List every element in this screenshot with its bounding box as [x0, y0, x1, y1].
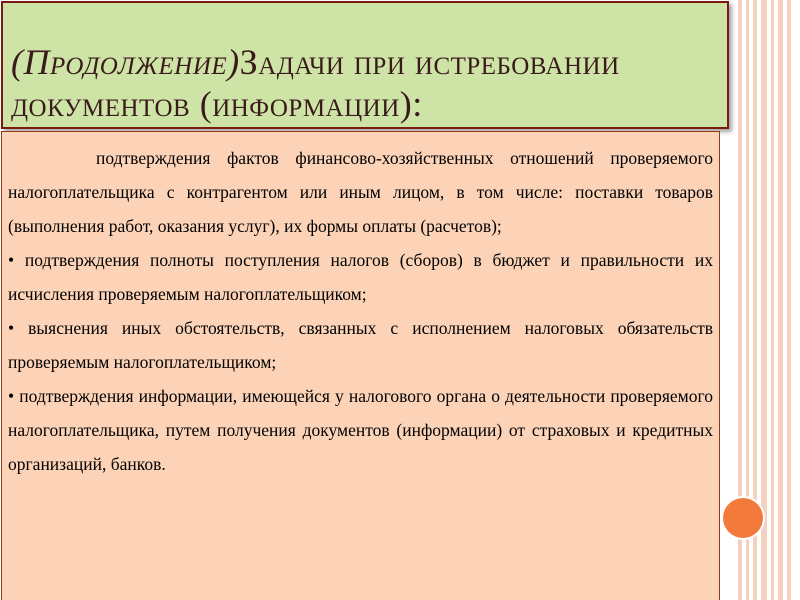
- accent-circle: [723, 498, 763, 538]
- paragraph-text: выяснения иных обстоятельств, связанных с исполнением налоговых обязательств проверяемым налогоплательщиком;: [8, 318, 714, 372]
- title-main: Задачи при истребовании документов (информации):: [11, 42, 620, 124]
- bullet-icon: •: [8, 386, 15, 406]
- paragraph-text: подтверждения информации, имеющейся у налогового органа о деятельности проверяемого налогоплательщика, путем получения документов (информации) от страховых и кредитных организаций, банков.: [8, 386, 713, 474]
- paragraph-text: подтверждения полноты поступления налогов (сборов) в бюджет и правильности их исчисления проверяемым налогоплательщиком;: [8, 250, 713, 304]
- paragraph-text: подтверждения фактов финансово-хозяйственных отношений проверяемого налогоплательщика с контрагентом или иным лицом, в том числе: поставки товаров (выполнения работ, оказания услуг), их формы оплаты (расчетов);: [8, 148, 713, 236]
- paragraph-4: [8, 379, 713, 481]
- bullet-icon: •: [8, 318, 15, 338]
- title-prefix: (Продолжение): [11, 42, 240, 82]
- paragraph-3: [8, 311, 713, 379]
- bullet-icon: •: [8, 250, 15, 270]
- slide-title: [11, 41, 727, 125]
- paragraph-2: [8, 243, 713, 311]
- content-box: [1, 131, 720, 600]
- slide-title-box: [1, 1, 729, 129]
- paragraph-1: [8, 141, 713, 243]
